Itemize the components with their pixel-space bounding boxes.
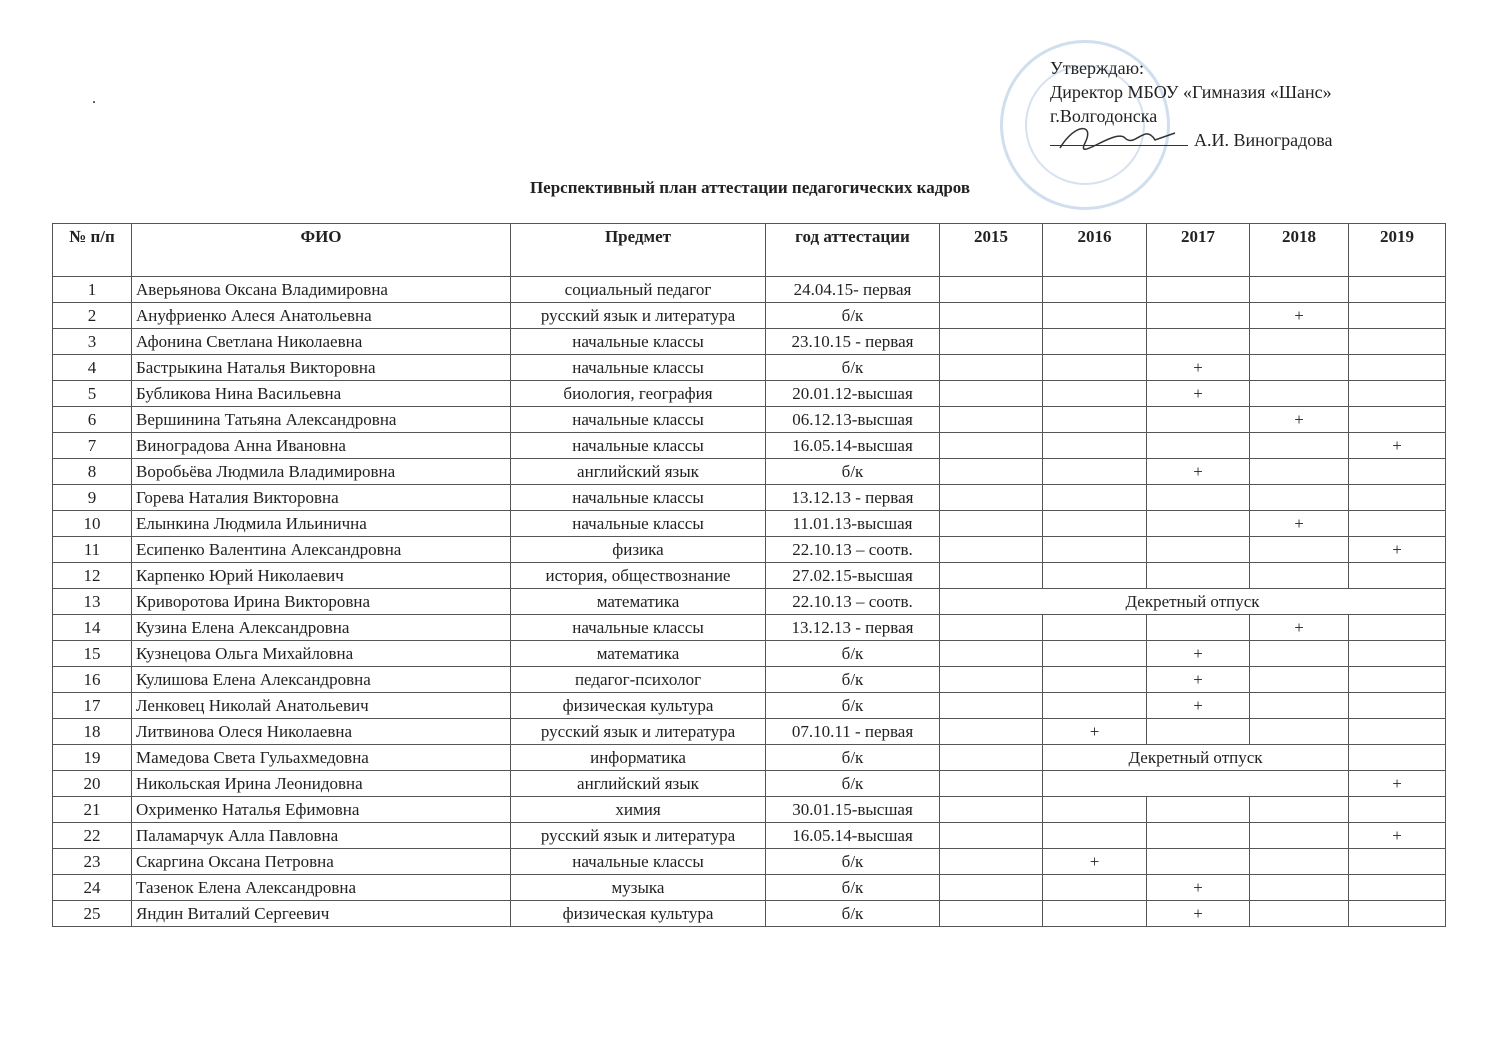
plan-mark: + — [1043, 849, 1147, 875]
year-cell — [1349, 875, 1446, 901]
teacher-name: Охрименко Наталья Ефимовна — [132, 797, 511, 823]
year-cell — [1043, 875, 1147, 901]
year-cell — [940, 537, 1043, 563]
plan-mark: + — [1250, 511, 1349, 537]
year-cell — [1043, 459, 1147, 485]
year-cell — [940, 667, 1043, 693]
table-row — [53, 589, 1446, 615]
subject: русский язык и литература — [511, 303, 766, 329]
table-row — [53, 745, 1446, 771]
year-cell — [940, 563, 1043, 589]
teacher-name: Кузина Елена Александровна — [132, 615, 511, 641]
year-cell — [1147, 433, 1250, 459]
certification: 06.12.13-высшая — [766, 407, 940, 433]
header-year: 2016 — [1043, 224, 1147, 277]
year-cell — [1043, 329, 1147, 355]
year-cell — [940, 485, 1043, 511]
certification: 13.12.13 - первая — [766, 485, 940, 511]
table-row — [53, 771, 1446, 797]
year-cell — [1250, 381, 1349, 407]
year-cell — [1349, 303, 1446, 329]
year-cell — [1147, 303, 1250, 329]
certification: 07.10.11 - первая — [766, 719, 940, 745]
year-cell — [1043, 537, 1147, 563]
year-cell — [1349, 849, 1446, 875]
year-cell — [1043, 277, 1147, 303]
year-cell — [1147, 485, 1250, 511]
teacher-name: Ануфриенко Алеся Анатольевна — [132, 303, 511, 329]
year-cell — [1043, 615, 1147, 641]
certification: 22.10.13 – соотв. — [766, 537, 940, 563]
row-number: 7 — [53, 433, 132, 459]
certification: б/к — [766, 667, 940, 693]
row-number: 21 — [53, 797, 132, 823]
year-cell — [940, 719, 1043, 745]
table-row — [53, 329, 1446, 355]
subject: физическая культура — [511, 693, 766, 719]
plan-mark: + — [1349, 771, 1446, 797]
approval-line-1: Утверждаю: — [1050, 58, 1145, 78]
row-number: 12 — [53, 563, 132, 589]
table-row — [53, 693, 1446, 719]
teacher-name: Скаргина Оксана Петровна — [132, 849, 511, 875]
year-cell — [1250, 719, 1349, 745]
row-number: 9 — [53, 485, 132, 511]
subject: педагог-психолог — [511, 667, 766, 693]
year-cell — [1349, 511, 1446, 537]
certification: 16.05.14-высшая — [766, 823, 940, 849]
year-cell — [1250, 485, 1349, 511]
teacher-name: Бастрыкина Наталья Викторовна — [132, 355, 511, 381]
teacher-name: Есипенко Валентина Александровна — [132, 537, 511, 563]
plan-mark: + — [1147, 381, 1250, 407]
certification: 23.10.15 - первая — [766, 329, 940, 355]
teacher-name: Горева Наталия Викторовна — [132, 485, 511, 511]
subject: начальные классы — [511, 485, 766, 511]
certification: б/к — [766, 745, 940, 771]
certification: б/к — [766, 459, 940, 485]
year-cell — [940, 459, 1043, 485]
teacher-name: Ленковец Николай Анатольевич — [132, 693, 511, 719]
table-row — [53, 563, 1446, 589]
row-number: 4 — [53, 355, 132, 381]
year-cell — [940, 745, 1043, 771]
year-cell — [1043, 693, 1147, 719]
year-cell — [1349, 355, 1446, 381]
year-cell — [940, 693, 1043, 719]
year-cell — [1147, 563, 1250, 589]
subject: английский язык — [511, 771, 766, 797]
row-number: 15 — [53, 641, 132, 667]
subject: начальные классы — [511, 511, 766, 537]
year-cell — [1349, 693, 1446, 719]
year-cell — [1250, 355, 1349, 381]
teacher-name: Вершинина Татьяна Александровна — [132, 407, 511, 433]
year-cell — [1250, 823, 1349, 849]
teacher-name: Тазенок Елена Александровна — [132, 875, 511, 901]
row-number: 13 — [53, 589, 132, 615]
table-row — [53, 537, 1446, 563]
table-row — [53, 797, 1446, 823]
row-number: 17 — [53, 693, 132, 719]
year-cell — [1147, 511, 1250, 537]
table-row — [53, 849, 1446, 875]
row-number: 20 — [53, 771, 132, 797]
subject: математика — [511, 641, 766, 667]
year-cell — [1349, 641, 1446, 667]
header-year: 2019 — [1349, 224, 1446, 277]
row-number: 1 — [53, 277, 132, 303]
approval-line-2: Директор МБОУ «Гимназия «Шанс» — [1050, 82, 1332, 102]
year-cell — [1043, 563, 1147, 589]
year-cell — [1250, 277, 1349, 303]
year-cell — [1250, 901, 1349, 927]
year-cell — [940, 355, 1043, 381]
year-cell — [1043, 823, 1147, 849]
header-year: 2017 — [1147, 224, 1250, 277]
teacher-name: Карпенко Юрий Николаевич — [132, 563, 511, 589]
subject: начальные классы — [511, 433, 766, 459]
year-cell — [1349, 615, 1446, 641]
year-cell — [940, 277, 1043, 303]
attestation-table — [52, 223, 1446, 927]
year-cell — [1349, 485, 1446, 511]
table-row — [53, 823, 1446, 849]
certification: б/к — [766, 849, 940, 875]
row-number: 19 — [53, 745, 132, 771]
table-row — [53, 485, 1446, 511]
table-row — [53, 407, 1446, 433]
plan-mark: + — [1250, 615, 1349, 641]
year-cell — [1043, 797, 1147, 823]
year-cell — [1349, 563, 1446, 589]
subject: начальные классы — [511, 615, 766, 641]
year-cell-merged: Декретный отпуск — [940, 589, 1446, 615]
header-cert: год аттестации — [766, 224, 940, 277]
plan-mark: + — [1147, 875, 1250, 901]
certification: 30.01.15-высшая — [766, 797, 940, 823]
row-number: 2 — [53, 303, 132, 329]
header-name: ФИО — [132, 224, 511, 277]
plan-mark: + — [1349, 433, 1446, 459]
year-cell — [1250, 537, 1349, 563]
year-cell — [1043, 667, 1147, 693]
header-num: № п/п — [53, 224, 132, 277]
certification: б/к — [766, 355, 940, 381]
table-row — [53, 381, 1446, 407]
row-number: 16 — [53, 667, 132, 693]
certification: 16.05.14-высшая — [766, 433, 940, 459]
year-cell — [1043, 641, 1147, 667]
marker-dot: . — [92, 90, 96, 107]
year-cell — [1250, 641, 1349, 667]
subject: социальный педагог — [511, 277, 766, 303]
year-cell — [1349, 901, 1446, 927]
signatory-name: А.И. Виноградова — [1194, 130, 1333, 150]
row-number: 8 — [53, 459, 132, 485]
teacher-name: Афонина Светлана Николаевна — [132, 329, 511, 355]
table-row — [53, 303, 1446, 329]
year-cell — [1043, 901, 1147, 927]
year-cell — [1043, 407, 1147, 433]
table-row — [53, 355, 1446, 381]
teacher-name: Виноградова Анна Ивановна — [132, 433, 511, 459]
subject: физика — [511, 537, 766, 563]
teacher-name: Кузнецова Ольга Михайловна — [132, 641, 511, 667]
row-number: 24 — [53, 875, 132, 901]
certification: б/к — [766, 641, 940, 667]
year-cell — [1043, 511, 1147, 537]
year-cell — [1250, 329, 1349, 355]
certification: б/к — [766, 901, 940, 927]
year-cell — [1147, 615, 1250, 641]
plan-mark: + — [1147, 693, 1250, 719]
teacher-name: Яндин Виталий Сергеевич — [132, 901, 511, 927]
subject: английский язык — [511, 459, 766, 485]
certification: 24.04.15- первая — [766, 277, 940, 303]
year-cell-merged: Декретный отпуск — [1043, 745, 1349, 771]
table-row — [53, 511, 1446, 537]
teacher-name: Паламарчук Алла Павловна — [132, 823, 511, 849]
certification: 11.01.13-высшая — [766, 511, 940, 537]
year-cell — [940, 303, 1043, 329]
subject: история, обществознание — [511, 563, 766, 589]
approval-line-3: г.Волгодонска — [1050, 106, 1158, 126]
row-number: 6 — [53, 407, 132, 433]
certification: б/к — [766, 771, 940, 797]
teacher-name: Никольская Ирина Леонидовна — [132, 771, 511, 797]
subject: биология, география — [511, 381, 766, 407]
table-row — [53, 641, 1446, 667]
year-cell — [1349, 459, 1446, 485]
year-cell — [1147, 719, 1250, 745]
year-cell — [1043, 485, 1147, 511]
table-row — [53, 459, 1446, 485]
year-cell — [1043, 433, 1147, 459]
year-cell — [1250, 693, 1349, 719]
year-cell — [1349, 797, 1446, 823]
year-cell — [1147, 849, 1250, 875]
year-cell — [940, 407, 1043, 433]
year-cell — [940, 433, 1043, 459]
year-cell — [940, 823, 1043, 849]
plan-mark: + — [1147, 459, 1250, 485]
plan-mark: + — [1250, 407, 1349, 433]
certification: б/к — [766, 875, 940, 901]
subject: информатика — [511, 745, 766, 771]
year-cell-merged — [1043, 771, 1349, 797]
certification: б/к — [766, 693, 940, 719]
plan-mark: + — [1349, 537, 1446, 563]
row-number: 10 — [53, 511, 132, 537]
subject: музыка — [511, 875, 766, 901]
certification: 20.01.12-высшая — [766, 381, 940, 407]
teacher-name: Бубликова Нина Васильевна — [132, 381, 511, 407]
teacher-name: Мамедова Света Гульахмедовна — [132, 745, 511, 771]
year-cell — [1043, 355, 1147, 381]
year-cell — [940, 511, 1043, 537]
subject: русский язык и литература — [511, 719, 766, 745]
year-cell — [1250, 849, 1349, 875]
year-cell — [1147, 277, 1250, 303]
teacher-name: Криворотова Ирина Викторовна — [132, 589, 511, 615]
row-number: 3 — [53, 329, 132, 355]
teacher-name: Воробьёва Людмила Владимировна — [132, 459, 511, 485]
teacher-name: Елынкина Людмила Ильинична — [132, 511, 511, 537]
year-cell — [940, 615, 1043, 641]
row-number: 23 — [53, 849, 132, 875]
certification: 13.12.13 - первая — [766, 615, 940, 641]
year-cell — [1147, 329, 1250, 355]
subject: русский язык и литература — [511, 823, 766, 849]
table-row — [53, 875, 1446, 901]
row-number: 25 — [53, 901, 132, 927]
teacher-name: Аверьянова Оксана Владимировна — [132, 277, 511, 303]
year-cell — [1147, 537, 1250, 563]
year-cell — [1349, 407, 1446, 433]
year-cell — [1349, 329, 1446, 355]
subject: начальные классы — [511, 329, 766, 355]
subject: начальные классы — [511, 407, 766, 433]
year-cell — [1250, 459, 1349, 485]
header-year: 2015 — [940, 224, 1043, 277]
table-row — [53, 901, 1446, 927]
year-cell — [1043, 303, 1147, 329]
year-cell — [940, 771, 1043, 797]
year-cell — [1349, 745, 1446, 771]
year-cell — [940, 329, 1043, 355]
subject: начальные классы — [511, 849, 766, 875]
subject: математика — [511, 589, 766, 615]
table-row — [53, 277, 1446, 303]
table-row — [53, 615, 1446, 641]
certification: б/к — [766, 303, 940, 329]
header-year: 2018 — [1250, 224, 1349, 277]
teacher-name: Литвинова Олеся Николаевна — [132, 719, 511, 745]
row-number: 5 — [53, 381, 132, 407]
plan-mark: + — [1043, 719, 1147, 745]
table-row — [53, 719, 1446, 745]
year-cell — [1349, 719, 1446, 745]
year-cell — [1349, 277, 1446, 303]
year-cell — [1250, 433, 1349, 459]
header-subject: Предмет — [511, 224, 766, 277]
row-number: 22 — [53, 823, 132, 849]
plan-mark: + — [1147, 355, 1250, 381]
subject: физическая культура — [511, 901, 766, 927]
plan-mark: + — [1147, 641, 1250, 667]
year-cell — [940, 641, 1043, 667]
plan-mark: + — [1147, 667, 1250, 693]
year-cell — [1043, 381, 1147, 407]
certification: 27.02.15-высшая — [766, 563, 940, 589]
plan-mark: + — [1349, 823, 1446, 849]
table-row — [53, 667, 1446, 693]
year-cell — [1250, 875, 1349, 901]
document-title: Перспективный план аттестации педагогических кадров — [529, 178, 971, 197]
year-cell — [940, 381, 1043, 407]
year-cell — [1147, 407, 1250, 433]
year-cell — [1147, 823, 1250, 849]
year-cell — [940, 875, 1043, 901]
year-cell — [1147, 797, 1250, 823]
year-cell — [1250, 667, 1349, 693]
plan-mark: + — [1250, 303, 1349, 329]
plan-mark: + — [1147, 901, 1250, 927]
year-cell — [940, 797, 1043, 823]
row-number: 11 — [53, 537, 132, 563]
subject: химия — [511, 797, 766, 823]
row-number: 14 — [53, 615, 132, 641]
certification: 22.10.13 – соотв. — [766, 589, 940, 615]
table-row — [53, 433, 1446, 459]
year-cell — [1349, 381, 1446, 407]
year-cell — [940, 849, 1043, 875]
year-cell — [1250, 563, 1349, 589]
year-cell — [940, 901, 1043, 927]
year-cell — [1250, 797, 1349, 823]
subject: начальные классы — [511, 355, 766, 381]
teacher-name: Кулишова Елена Александровна — [132, 667, 511, 693]
row-number: 18 — [53, 719, 132, 745]
year-cell — [1349, 667, 1446, 693]
signature — [1055, 118, 1185, 158]
